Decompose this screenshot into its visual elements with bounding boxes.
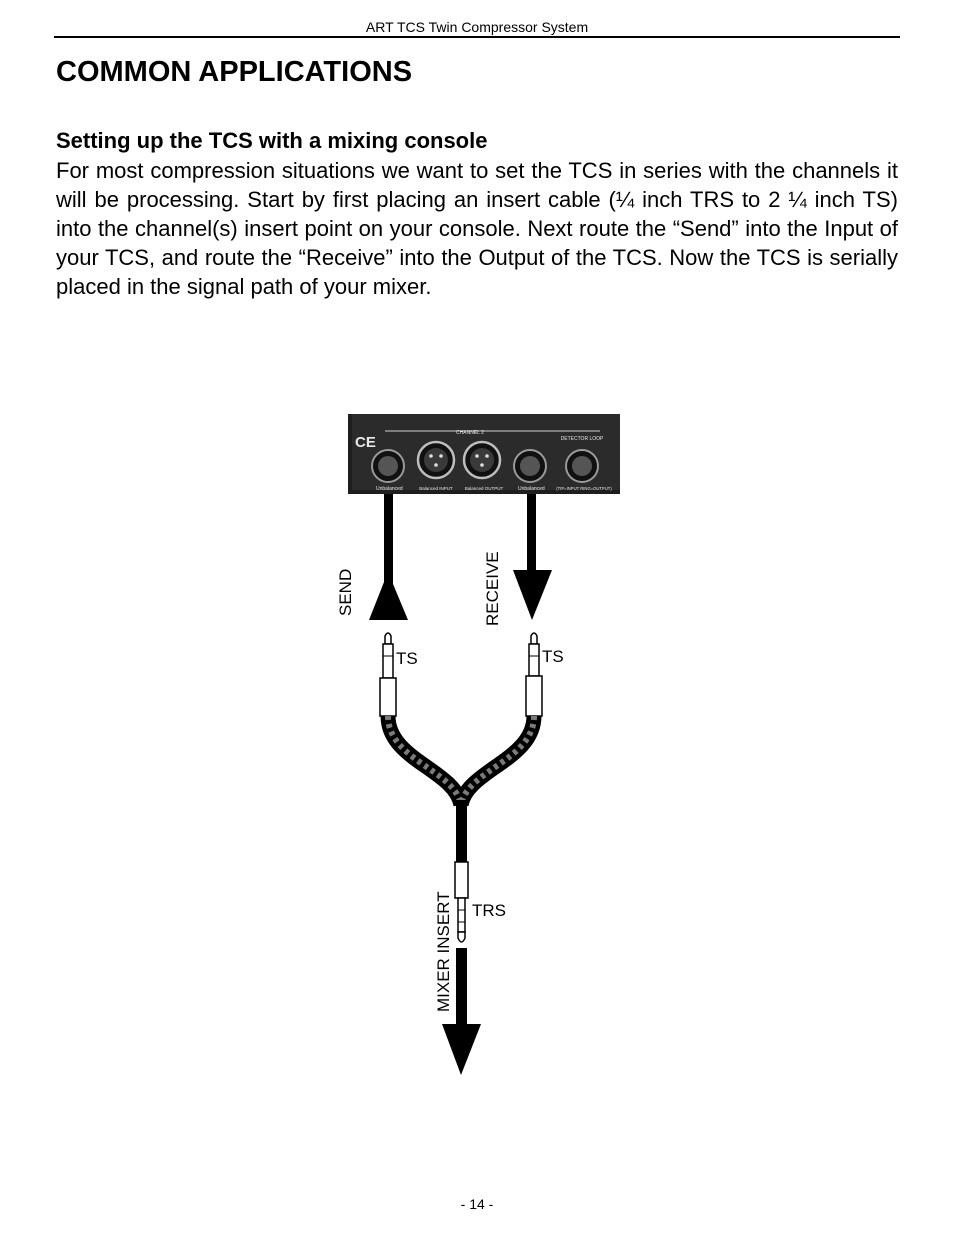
mixer-insert-label: MIXER INSERT — [434, 891, 453, 1012]
balanced-input-label: Balanced INPUT — [419, 486, 453, 491]
channel-label: CHANNEL 2 — [456, 430, 484, 436]
receive-path — [513, 494, 552, 620]
header-rule — [54, 36, 900, 38]
unbalanced-right-label: Unbalanced — [518, 486, 545, 492]
ts-plug-right — [526, 633, 542, 716]
send-label: SEND — [336, 568, 355, 616]
balanced-output-label: Balanced OUTPUT — [464, 486, 504, 491]
trs-label: TRS — [472, 901, 506, 920]
page-title: COMMON APPLICATIONS — [56, 56, 413, 88]
xlr-input-jack — [418, 442, 454, 478]
unbalanced-input-jack — [372, 450, 404, 482]
tcs-rear-panel — [348, 414, 620, 494]
detector-loop-jack — [566, 450, 598, 482]
insert-cable-diagram — [330, 410, 620, 1080]
send-path — [369, 494, 408, 620]
body-paragraph: For most compression situations we want to set the TCS in series with the channels it will be processing. Start by first placing an insert cable (¼ inch TRS to 2 ¼ inch TS) into the channel(s) insert point on your console. Next route the “Send” into the Input of your TCS, and route the “Receive” into the Output of the TCS. Now the TCS is serially placed in the signal path of your mixer. — [56, 158, 898, 299]
tip-ring-note: (TIP=INPUT RING=OUTPUT) — [556, 486, 612, 491]
ts-left-label: TS — [396, 649, 418, 668]
ts-right-label: TS — [542, 647, 564, 666]
section-heading: Setting up the TCS with a mixing console — [56, 128, 488, 153]
receive-label: RECEIVE — [483, 551, 502, 626]
running-header: ART TCS Twin Compressor System — [365, 19, 589, 35]
ce-mark: CE — [355, 434, 376, 451]
unbalanced-left-label: Unbalanced — [376, 486, 403, 492]
page-number: - 14 - — [460, 1196, 494, 1212]
detector-loop-label: DETECTOR LOOP — [560, 436, 604, 442]
unbalanced-output-jack — [514, 450, 546, 482]
trs-plug — [455, 862, 468, 942]
xlr-output-jack — [464, 442, 500, 478]
y-splitter-cable — [388, 716, 534, 862]
ts-plug-left — [380, 633, 396, 716]
